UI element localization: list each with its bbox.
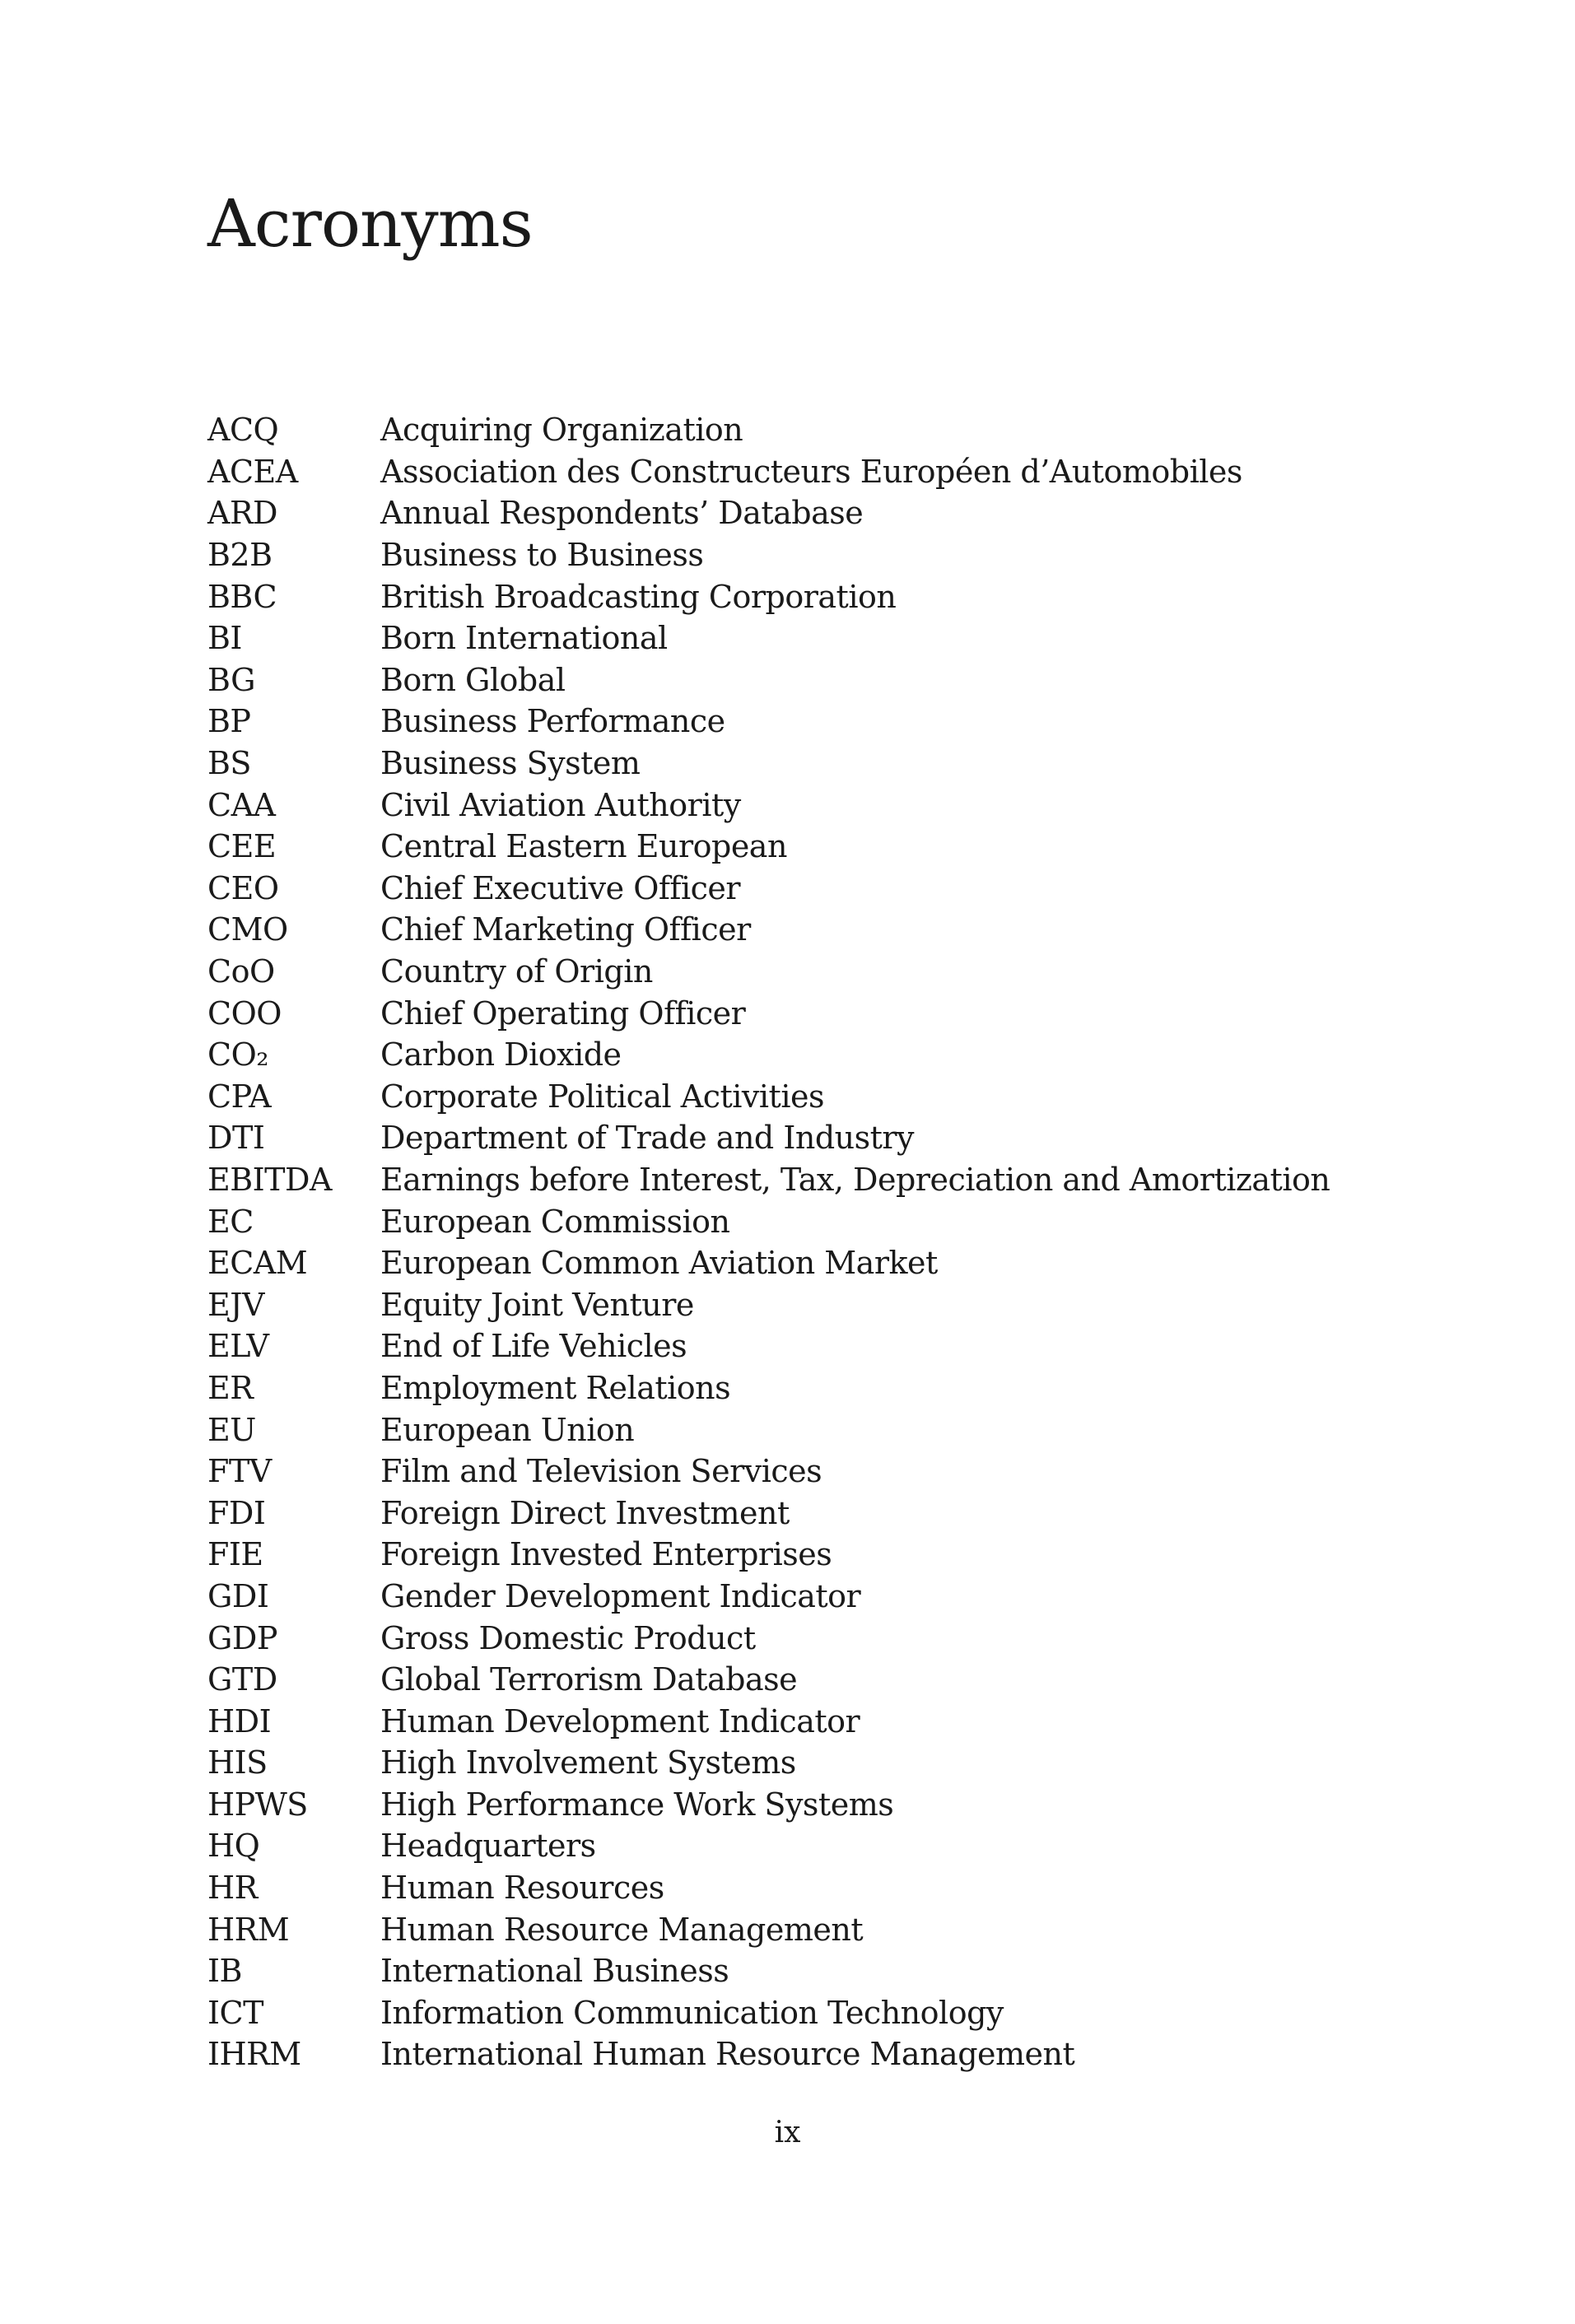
acronym-entry — [207, 1200, 1442, 1242]
acronym-definition: Human Resource Management — [380, 1911, 864, 1948]
acronym-definition: International Human Resource Management — [380, 2036, 1075, 2073]
acronym-entry — [207, 951, 1442, 993]
acronym-abbreviation: HRM — [207, 1911, 290, 1948]
acronym-entry — [207, 451, 1442, 493]
acronym-definition: Business to Business — [380, 537, 704, 574]
acronym-abbreviation: BS — [207, 745, 251, 782]
acronym-entry — [207, 1451, 1442, 1493]
acronym-definition: International Business — [380, 1953, 729, 1990]
acronym-abbreviation: HDI — [207, 1702, 272, 1740]
acronym-abbreviation: ARD — [207, 495, 278, 532]
acronym-abbreviation: GDI — [207, 1577, 269, 1614]
acronym-entry — [207, 575, 1442, 617]
acronym-definition: End of Life Vehicles — [380, 1328, 687, 1365]
acronym-definition: Gender Development Indicator — [380, 1577, 861, 1614]
acronym-entry — [207, 826, 1442, 868]
page-number: ix — [774, 2116, 801, 2149]
acronym-entry — [207, 1492, 1442, 1534]
acronym-entry — [207, 1576, 1442, 1618]
acronym-definition: Earnings before Interest, Tax, Depreciation and Amortization — [380, 1161, 1330, 1198]
acronym-entry — [207, 992, 1442, 1034]
acronym-abbreviation: BG — [207, 661, 255, 698]
acronym-entry — [207, 534, 1442, 576]
acronym-entry — [207, 1742, 1442, 1784]
acronym-abbreviation: BP — [207, 703, 251, 740]
acronym-definition: Department of Trade and Industry — [380, 1120, 915, 1157]
acronym-definition: Business Performance — [380, 703, 725, 740]
acronym-definition: Equity Joint Venture — [380, 1286, 694, 1323]
acronym-abbreviation: FDI — [207, 1494, 266, 1531]
acronym-abbreviation: HIS — [207, 1744, 268, 1781]
acronym-definition: European Union — [380, 1411, 635, 1448]
acronym-definition: Business System — [380, 745, 641, 782]
acronym-definition: Gross Domestic Product — [380, 1619, 756, 1656]
acronym-definition: European Commission — [380, 1203, 730, 1240]
acronym-definition: Acquiring Organization — [380, 412, 743, 449]
acronym-entry — [207, 1034, 1442, 1076]
acronym-entry — [207, 1992, 1442, 2034]
acronym-entry — [207, 1325, 1442, 1367]
acronym-abbreviation: ER — [207, 1369, 254, 1406]
acronym-definition: Carbon Dioxide — [380, 1036, 622, 1074]
acronym-abbreviation: CoO — [207, 953, 275, 990]
acronym-entry — [207, 1242, 1442, 1284]
acronym-entry — [207, 1117, 1442, 1159]
acronym-entry — [207, 1283, 1442, 1325]
acronym-entry — [207, 1908, 1442, 1950]
acronym-definition: Association des Constructeurs Européen d’Automobiles — [380, 453, 1242, 490]
acronym-abbreviation: CO₂ — [207, 1036, 268, 1074]
acronym-definition: Employment Relations — [380, 1369, 731, 1406]
acronym-entry — [207, 409, 1442, 451]
acronym-abbreviation: CPA — [207, 1078, 272, 1115]
acronym-abbreviation: EU — [207, 1411, 256, 1448]
acronym-entry — [207, 1700, 1442, 1742]
acronym-entry — [207, 743, 1442, 785]
acronym-abbreviation: CAA — [207, 786, 276, 823]
acronym-abbreviation: IB — [207, 1953, 242, 1990]
acronym-abbreviation: DTI — [207, 1120, 265, 1157]
acronym-abbreviation: CEE — [207, 828, 277, 865]
acronym-definition: Civil Aviation Authority — [380, 786, 741, 823]
acronym-entry — [207, 492, 1442, 534]
acronym-entry — [207, 1159, 1442, 1201]
acronym-entry — [207, 1867, 1442, 1909]
acronym-definition: High Performance Work Systems — [380, 1786, 894, 1823]
acronym-abbreviation: EBITDA — [207, 1161, 332, 1198]
acronym-definition: Global Terrorism Database — [380, 1661, 798, 1698]
acronym-entry — [207, 1076, 1442, 1118]
acronym-entry — [207, 617, 1442, 659]
acronym-abbreviation: GDP — [207, 1619, 277, 1656]
acronym-abbreviation: ICT — [207, 1994, 263, 2031]
acronym-abbreviation: IHRM — [207, 2036, 301, 2073]
acronym-abbreviation: ACQ — [207, 412, 279, 449]
page-title: Acronyms — [207, 185, 533, 262]
acronym-entry — [207, 909, 1442, 951]
acronym-abbreviation: COO — [207, 994, 282, 1032]
acronym-abbreviation: ECAM — [207, 1245, 308, 1282]
acronym-abbreviation: HQ — [207, 1828, 260, 1865]
acronym-definition: Central Eastern European — [380, 828, 787, 865]
acronym-abbreviation: ACEA — [207, 453, 298, 490]
acronym-abbreviation: CEO — [207, 869, 279, 906]
acronym-definition: Chief Operating Officer — [380, 994, 746, 1032]
acronym-abbreviation: ELV — [207, 1328, 269, 1365]
acronym-definition: Foreign Invested Enterprises — [380, 1536, 832, 1573]
acronym-abbreviation: GTD — [207, 1661, 277, 1698]
acronym-definition: Chief Executive Officer — [380, 869, 741, 906]
acronym-definition: Corporate Political Activities — [380, 1078, 824, 1115]
acronym-entry — [207, 1659, 1442, 1701]
acronym-entry — [207, 659, 1442, 701]
acronym-definition: Born Global — [380, 661, 566, 698]
acronym-definition: British Broadcasting Corporation — [380, 578, 897, 615]
acronym-definition: European Common Aviation Market — [380, 1245, 938, 1282]
acronym-abbreviation: CMO — [207, 911, 288, 948]
acronym-definition: Foreign Direct Investment — [380, 1494, 790, 1531]
acronym-definition: Annual Respondents’ Database — [380, 495, 864, 532]
acronym-entry — [207, 784, 1442, 826]
acronym-entry — [207, 1367, 1442, 1409]
acronym-definition: Human Resources — [380, 1870, 664, 1907]
acronym-abbreviation: EC — [207, 1203, 254, 1240]
acronym-entry — [207, 2033, 1442, 2075]
acronym-definition: Information Communication Technology — [380, 1994, 1004, 2031]
acronym-entry — [207, 1617, 1442, 1659]
acronym-abbreviation: B2B — [207, 537, 273, 574]
acronym-entry — [207, 1784, 1442, 1826]
acronym-definition: Human Development Indicator — [380, 1702, 860, 1740]
acronym-definition: High Involvement Systems — [380, 1744, 796, 1781]
acronym-definition: Headquarters — [380, 1828, 596, 1865]
acronym-abbreviation: BI — [207, 620, 242, 657]
acronym-abbreviation: BBC — [207, 578, 277, 615]
acronym-definition: Country of Origin — [380, 953, 653, 990]
acronym-entry — [207, 868, 1442, 910]
acronym-definition: Born International — [380, 620, 668, 657]
acronym-entry — [207, 1825, 1442, 1867]
acronym-abbreviation: HR — [207, 1870, 258, 1907]
acronym-list — [207, 409, 1442, 2075]
acronym-definition: Chief Marketing Officer — [380, 911, 751, 948]
acronym-entry — [207, 701, 1442, 743]
acronym-definition: Film and Television Services — [380, 1453, 822, 1490]
acronym-abbreviation: EJV — [207, 1286, 264, 1323]
acronym-abbreviation: HPWS — [207, 1786, 308, 1823]
acronym-abbreviation: FTV — [207, 1453, 272, 1490]
acronym-entry — [207, 1534, 1442, 1576]
acronym-entry — [207, 1409, 1442, 1451]
acronym-entry — [207, 1950, 1442, 1992]
acronym-abbreviation: FIE — [207, 1536, 263, 1573]
